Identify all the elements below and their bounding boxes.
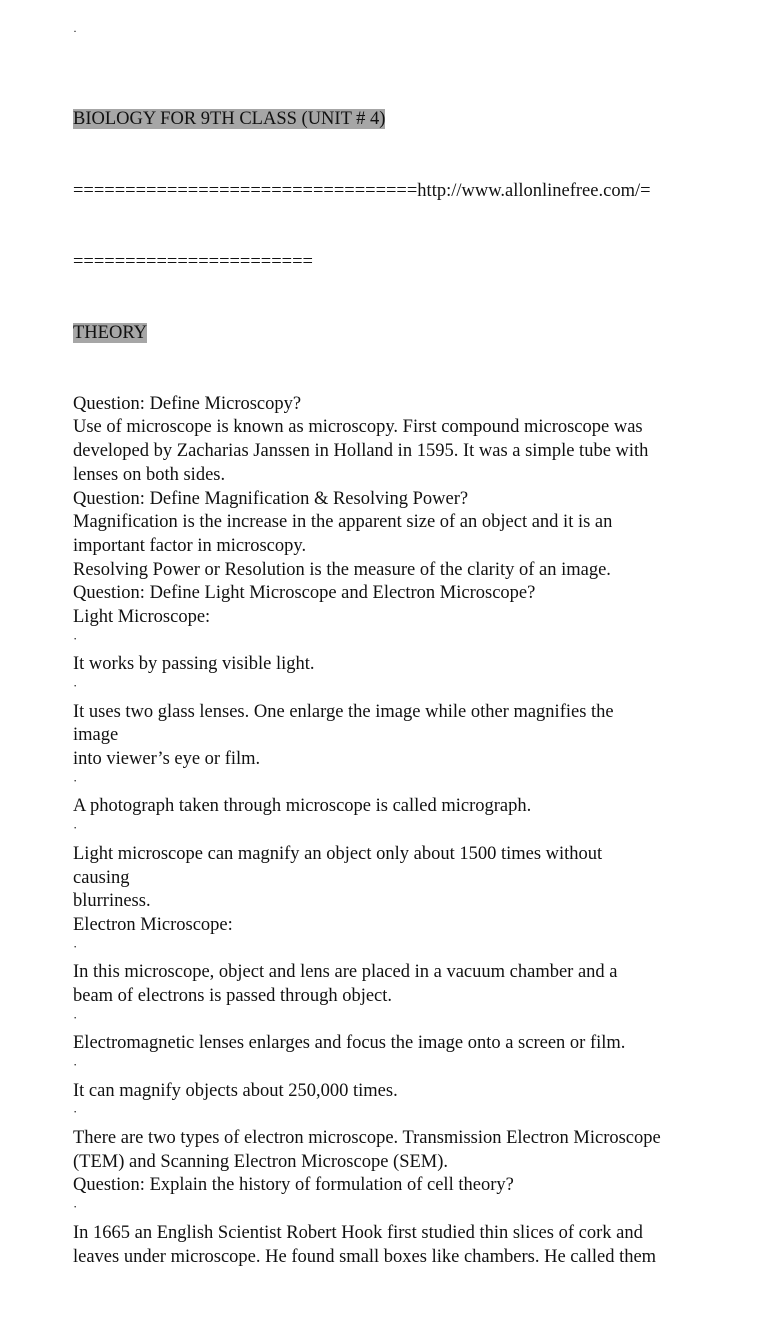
text-lines [73, 393, 745, 1269]
document-title: BIOLOGY FOR 9TH CLASS (UNIT # 4) [73, 109, 386, 130]
section-heading-line [73, 322, 745, 346]
text-line: Question: Define Magnification & Resolving Power? [73, 488, 469, 509]
text-line: lenses on both sides. [73, 464, 226, 485]
text-line: It uses two glass lenses. One enlarge the image while other magnifies the [73, 701, 614, 722]
bullet-mark: · [73, 1057, 78, 1073]
bullet-mark: · [73, 1009, 78, 1025]
text-line: Question: Define Microscopy? [73, 393, 302, 414]
section-heading: THEORY [73, 322, 147, 343]
text-line: Resolving Power or Resolution is the measure of the clarity of an image. [73, 559, 611, 580]
bullet-mark: · [73, 678, 78, 694]
text-line: Light microscope can magnify an object only about 1500 times without [73, 843, 603, 864]
text-line: causing [73, 867, 130, 888]
text-line: Question: Explain the history of formulation of cell theory? [73, 1175, 514, 1196]
text-line: Light Microscope: [73, 606, 211, 627]
text-line: It works by passing visible light. [73, 654, 315, 675]
text-line: A photograph taken through microscope is called micrograph. [73, 796, 532, 817]
bullet-mark: · [73, 630, 78, 646]
text-line: (TEM) and Scanning Electron Microscope (SEM). [73, 1151, 449, 1172]
text-line: into viewer’s eye or film. [73, 749, 261, 770]
text-line: beam of electrons is passed through object. [73, 985, 393, 1006]
text-line: It can magnify objects about 250,000 times. [73, 1080, 398, 1101]
bullet-mark: · [73, 938, 78, 954]
text-line: developed by Zacharias Janssen in Holland in 1595. It was a simple tube with [73, 441, 649, 462]
text-line: blurriness. [73, 891, 151, 912]
bullet-mark: · [73, 1104, 78, 1120]
text-line: image [73, 725, 119, 746]
top-mark: · [73, 24, 77, 38]
text-line: Electromagnetic lenses enlarges and focus the image onto a screen or film. [73, 1033, 626, 1054]
document-title-line [73, 108, 745, 132]
text-line: In 1665 an English Scientist Robert Hook first studied thin slices of cork and [73, 1222, 643, 1243]
bullet-mark: · [73, 772, 78, 788]
text-line: There are two types of electron microscope. Transmission Electron Microscope [73, 1128, 661, 1149]
document-body [73, 61, 745, 1317]
text-line: important factor in microscopy. [73, 535, 307, 556]
text-line: Question: Define Light Microscope and Electron Microscope? [73, 583, 536, 604]
text-line: leaves under microscope. He found small boxes like chambers. He called them [73, 1246, 657, 1267]
text-line: In this microscope, object and lens are placed in a vacuum chamber and a [73, 962, 618, 983]
bullet-mark: · [73, 1199, 78, 1215]
bullet-mark: · [73, 820, 78, 836]
text-line: Use of microscope is known as microscopy. First compound microscope was [73, 417, 643, 438]
separator-line-1: =================================http://www.allonlinefree.com/= [73, 180, 651, 201]
text-line: Magnification is the increase in the apparent size of an object and it is an [73, 512, 613, 533]
text-line: Electron Microscope: [73, 914, 233, 935]
separator-line-2: ======================= [73, 251, 313, 272]
